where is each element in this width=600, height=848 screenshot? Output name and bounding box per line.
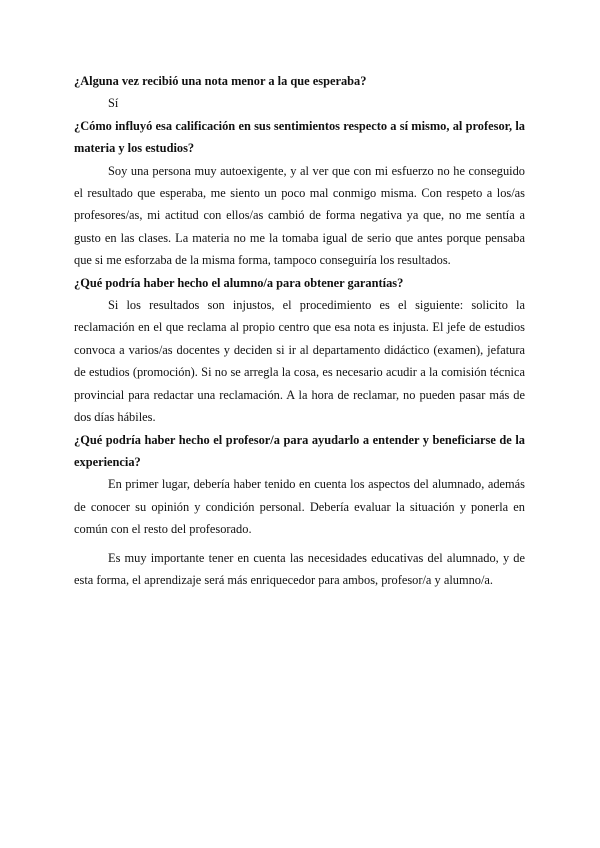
question-1: ¿Alguna vez recibió una nota menor a la que esperaba? [74, 74, 367, 88]
question-4: ¿Qué podría haber hecho el profesor/a para ayudarlo a entender y beneficiarse de la experiencia? [74, 432, 525, 469]
answer-4-paragraph-2: Es muy importante tener en cuenta las necesidades educativas del alumnado, y de esta forma, el aprendizaje será más enriquecedor para ambos, profesor/a y alumno/a. [74, 550, 525, 587]
answer-3: Si los resultados son injustos, el procedimiento es el siguiente: solicito la reclamación en el que reclama al propio centro que esa nota es injusta. El jefe de estudios convoca a varios/as docentes y deciden si ir al departamento didáctico (examen), jefatura de estudios (promoción). Si no se arregla la cosa, es necesario acudir a la comisión técnica provincial para redactar una reclamación. A la hora de reclamar, no pueden pasar más de dos días hábiles. [74, 298, 525, 425]
document-page [74, 70, 525, 591]
question-3: ¿Qué podría haber hecho el alumno/a para obtener garantías? [74, 275, 404, 290]
answer-4-paragraph-1: En primer lugar, debería haber tenido en cuenta los aspectos del alumnado, además de conocer su opinión y condición personal. Debería evaluar la situación y ponerla en común con el resto del profesorado. [74, 477, 525, 537]
question-2: ¿Cómo influyó esa calificación en sus sentimientos respecto a sí mismo, al profesor, la materia y los estudios? [74, 118, 525, 156]
answer-2: Soy una persona muy autoexigente, y al ver que con mi esfuerzo no he conseguido el resultado que esperaba, me siento un poco mal conmigo misma. Con respeto a los/as profesores/as, mi actitud con ellos/as cambió de forma negativa ya que, no me sentía a gusto en las clases. La materia no me la tomaba igual de serio que antes porque pensaba que si me esforzaba de la misma forma, tampoco conseguiría los resultados. [74, 163, 525, 268]
answer-1: Sí [108, 96, 119, 111]
